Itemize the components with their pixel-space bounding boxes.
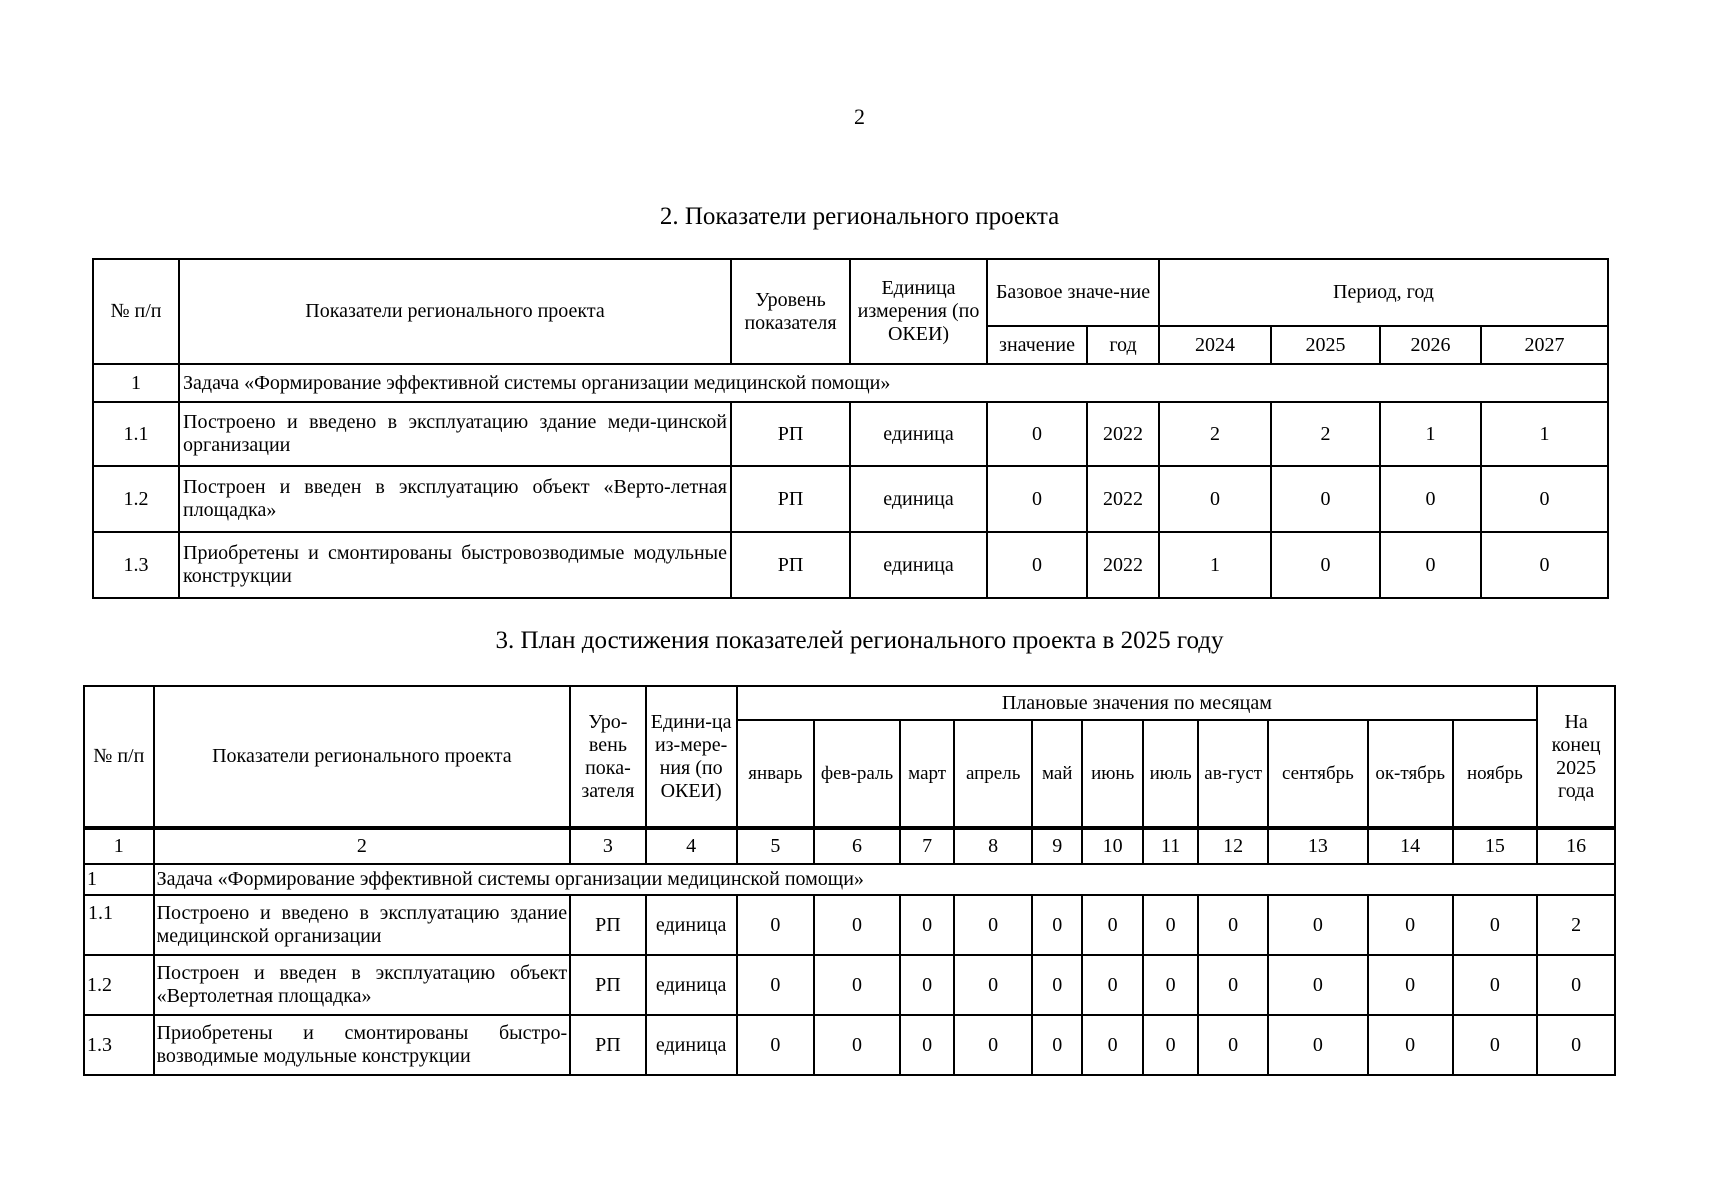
row-month-value: 0	[900, 955, 954, 1015]
section-3-title: 3. План достижения показателей регионального проекта в 2025 году	[495, 627, 1224, 654]
column-number: 16	[1537, 828, 1615, 864]
row-name: Построено и введено в эксплуатацию здание медицинской организации	[154, 895, 571, 955]
row-name: Построен и введен в эксплуатацию объект «Вертолетная площадка»	[154, 955, 571, 1015]
task-num: 1	[84, 864, 154, 895]
header-base-value: значение	[987, 326, 1087, 364]
table-row	[84, 955, 1615, 1015]
column-number: 11	[1143, 828, 1198, 864]
row-name: Построен и введен в эксплуатацию объект «Верто-летная площадка»	[179, 466, 731, 532]
row-unit: единица	[646, 895, 737, 955]
header-year: 2025	[1271, 326, 1380, 364]
row-unit: единица	[646, 955, 737, 1015]
header-end: На конец 2025 года	[1537, 686, 1615, 828]
header-month: ав-густ	[1198, 720, 1268, 828]
row-month-value: 0	[1143, 895, 1198, 955]
task-num: 1	[93, 364, 179, 402]
row-value: 0	[1271, 466, 1380, 532]
row-month-value: 0	[1032, 955, 1082, 1015]
column-numbers-row	[84, 828, 1615, 864]
row-month-value: 0	[954, 955, 1032, 1015]
header-year: 2027	[1481, 326, 1608, 364]
row-month-value: 0	[814, 895, 900, 955]
row-num: 1.3	[84, 1015, 154, 1075]
column-number: 7	[900, 828, 954, 864]
row-month-value: 0	[1082, 955, 1143, 1015]
row-base-year: 2022	[1087, 532, 1159, 598]
row-month-value: 0	[900, 895, 954, 955]
table-row	[93, 466, 1608, 532]
row-month-value: 0	[1032, 1015, 1082, 1075]
column-number: 13	[1268, 828, 1368, 864]
row-base-value: 0	[987, 402, 1087, 466]
table-row	[84, 895, 1615, 955]
row-month-value: 0	[1198, 1015, 1268, 1075]
row-month-value: 0	[1368, 895, 1453, 955]
row-month-value: 0	[954, 1015, 1032, 1075]
column-number: 4	[646, 828, 737, 864]
row-month-value: 0	[737, 955, 815, 1015]
header-month: январь	[737, 720, 815, 828]
row-month-value: 0	[1453, 955, 1538, 1015]
header-base-year: год	[1087, 326, 1159, 364]
row-value: 1	[1481, 402, 1608, 466]
row-num: 1.2	[84, 955, 154, 1015]
row-month-value: 0	[1453, 1015, 1538, 1075]
header-month: март	[900, 720, 954, 828]
header-month: июнь	[1082, 720, 1143, 828]
column-number: 15	[1453, 828, 1538, 864]
row-base-year: 2022	[1087, 402, 1159, 466]
row-num: 1.3	[93, 532, 179, 598]
row-level: РП	[570, 955, 646, 1015]
column-number: 9	[1032, 828, 1082, 864]
row-month-value: 0	[737, 895, 815, 955]
row-month-value: 0	[1453, 895, 1538, 955]
row-month-value: 0	[1082, 895, 1143, 955]
row-value: 0	[1380, 532, 1481, 598]
column-number: 6	[814, 828, 900, 864]
monthly-plan-table	[83, 685, 1616, 1076]
task-title: Задача «Формирование эффективной системы организации медицинской помощи»	[179, 364, 1608, 402]
row-base-value: 0	[987, 466, 1087, 532]
column-number: 10	[1082, 828, 1143, 864]
row-level: РП	[570, 895, 646, 955]
row-end-value: 2	[1537, 895, 1615, 955]
row-level: РП	[731, 532, 850, 598]
header-month: ок-тябрь	[1368, 720, 1453, 828]
header-indicators: Показатели регионального проекта	[179, 259, 731, 364]
header-month: ноябрь	[1453, 720, 1538, 828]
row-month-value: 0	[900, 1015, 954, 1075]
row-month-value: 0	[814, 1015, 900, 1075]
header-month: май	[1032, 720, 1082, 828]
row-unit: единица	[850, 466, 987, 532]
row-base-value: 0	[987, 532, 1087, 598]
row-end-value: 0	[1537, 955, 1615, 1015]
regional-indicators-table	[92, 258, 1609, 599]
row-value: 0	[1159, 466, 1271, 532]
column-number: 2	[154, 828, 571, 864]
row-value: 0	[1481, 466, 1608, 532]
row-name: Приобретены и смонтированы быстровозводимые модульные конструкции	[179, 532, 731, 598]
row-unit: единица	[646, 1015, 737, 1075]
row-month-value: 0	[1268, 895, 1368, 955]
column-number: 3	[570, 828, 646, 864]
header-num: № п/п	[93, 259, 179, 364]
row-name: Приобретены и смонтированы быстро-возводимые модульные конструкции	[154, 1015, 571, 1075]
header-month: фев-раль	[814, 720, 900, 828]
column-number: 1	[84, 828, 154, 864]
header-planned: Плановые значения по месяцам	[737, 686, 1538, 720]
row-month-value: 0	[1082, 1015, 1143, 1075]
row-value: 0	[1271, 532, 1380, 598]
section-2-title: 2. Показатели регионального проекта	[659, 203, 1060, 230]
row-value: 2	[1159, 402, 1271, 466]
column-number: 8	[954, 828, 1032, 864]
task-title: Задача «Формирование эффективной системы организации медицинской помощи»	[154, 864, 1615, 895]
row-month-value: 0	[1198, 895, 1268, 955]
header-month: сентябрь	[1268, 720, 1368, 828]
row-unit: единица	[850, 532, 987, 598]
column-number: 5	[737, 828, 815, 864]
column-number: 12	[1198, 828, 1268, 864]
row-num: 1.1	[84, 895, 154, 955]
header-unit: Единица измерения (по ОКЕИ)	[850, 259, 987, 364]
row-month-value: 0	[1198, 955, 1268, 1015]
header-year: 2026	[1380, 326, 1481, 364]
row-value: 0	[1380, 466, 1481, 532]
row-month-value: 0	[814, 955, 900, 1015]
row-month-value: 0	[1268, 955, 1368, 1015]
row-end-value: 0	[1537, 1015, 1615, 1075]
table-row	[93, 402, 1608, 466]
header-base: Базовое значе-ние	[987, 259, 1159, 326]
row-month-value: 0	[1143, 955, 1198, 1015]
row-num: 1.1	[93, 402, 179, 466]
row-name: Построено и введено в эксплуатацию здание меди-цинской организации	[179, 402, 731, 466]
header-level: Уровень показателя	[731, 259, 850, 364]
header-month: апрель	[954, 720, 1032, 828]
row-unit: единица	[850, 402, 987, 466]
header-year: 2024	[1159, 326, 1271, 364]
row-month-value: 0	[1368, 955, 1453, 1015]
row-month-value: 0	[1268, 1015, 1368, 1075]
column-number: 14	[1368, 828, 1453, 864]
header-indicators: Показатели регионального проекта	[154, 686, 571, 828]
row-value: 1	[1380, 402, 1481, 466]
row-value: 2	[1271, 402, 1380, 466]
row-level: РП	[731, 466, 850, 532]
row-month-value: 0	[1032, 895, 1082, 955]
row-month-value: 0	[1143, 1015, 1198, 1075]
header-num: № п/п	[84, 686, 154, 828]
row-value: 0	[1481, 532, 1608, 598]
page-number: 2	[854, 104, 865, 129]
header-level: Уро-вень пока-зателя	[570, 686, 646, 828]
table-row	[84, 1015, 1615, 1075]
row-level: РП	[731, 402, 850, 466]
header-month: июль	[1143, 720, 1198, 828]
header-period: Период, год	[1159, 259, 1608, 326]
table-row	[93, 532, 1608, 598]
row-value: 1	[1159, 532, 1271, 598]
header-unit: Едини-ца из-мере-ния (по ОКЕИ)	[646, 686, 737, 828]
row-month-value: 0	[1368, 1015, 1453, 1075]
row-level: РП	[570, 1015, 646, 1075]
row-month-value: 0	[954, 895, 1032, 955]
row-base-year: 2022	[1087, 466, 1159, 532]
row-num: 1.2	[93, 466, 179, 532]
row-month-value: 0	[737, 1015, 815, 1075]
